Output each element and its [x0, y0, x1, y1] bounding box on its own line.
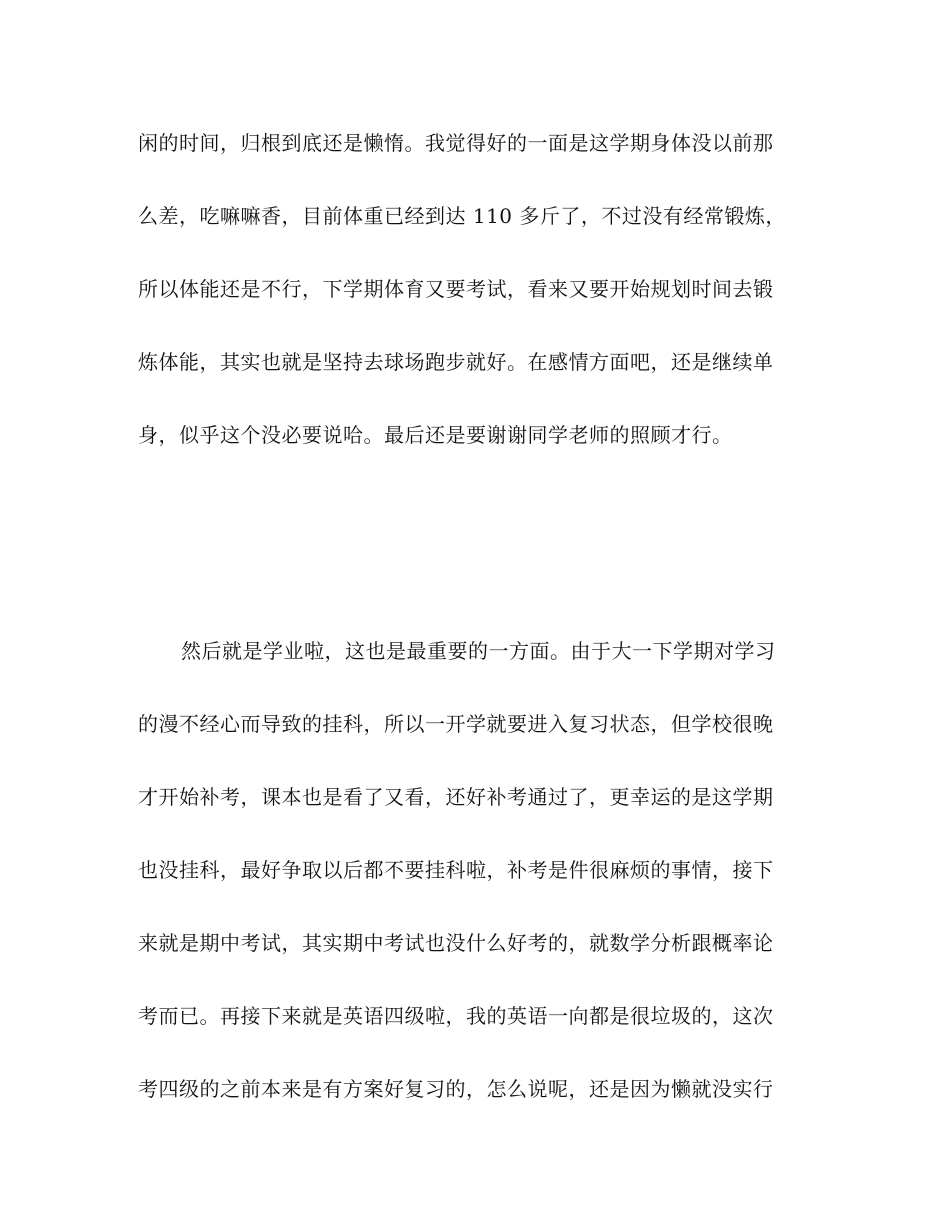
- text-line: 考而已。再接下来就是英语四级啦，我的英语一向都是很垃圾的，这次: [138, 1004, 774, 1028]
- text-line: 炼体能，其实也就是坚持去球场跑步就好。在感情方面吧，还是继续单: [138, 350, 774, 374]
- text-line: 身，似乎这个没必要说哈。最后还是要谢谢同学老师的照顾才行。: [138, 423, 733, 447]
- text-line: 闲的时间，归根到底还是懒惰。我觉得好的一面是这学期身体没以前那: [138, 131, 774, 155]
- text-line: 也没挂科，最好争取以后都不要挂科啦，补考是件很麻烦的事情，接下: [138, 858, 774, 882]
- text-line: 来就是期中考试，其实期中考试也没什么好考的，就数学分析跟概率论: [138, 931, 774, 955]
- text-line: 才开始补考，课本也是看了又看，还好补考通过了，更幸运的是这学期: [138, 785, 774, 809]
- text-line: 的漫不经心而导致的挂科，所以一开学就要进入复习状态，但学校很晚: [138, 712, 774, 736]
- text-line: 所以体能还是不行，下学期体育又要考试，看来又要开始规划时间去锻: [138, 277, 774, 301]
- text-line: 么差，吃嘛嘛香，目前体重已经到达 110 多斤了，不过没有经常锻炼，: [138, 204, 786, 228]
- text-line: 考四级的之前本来是有方案好复习的，怎么说呢，还是因为懒就没实行: [138, 1077, 774, 1101]
- text-line: 然后就是学业啦，这也是最重要的一方面。由于大一下学期对学习: [181, 639, 776, 663]
